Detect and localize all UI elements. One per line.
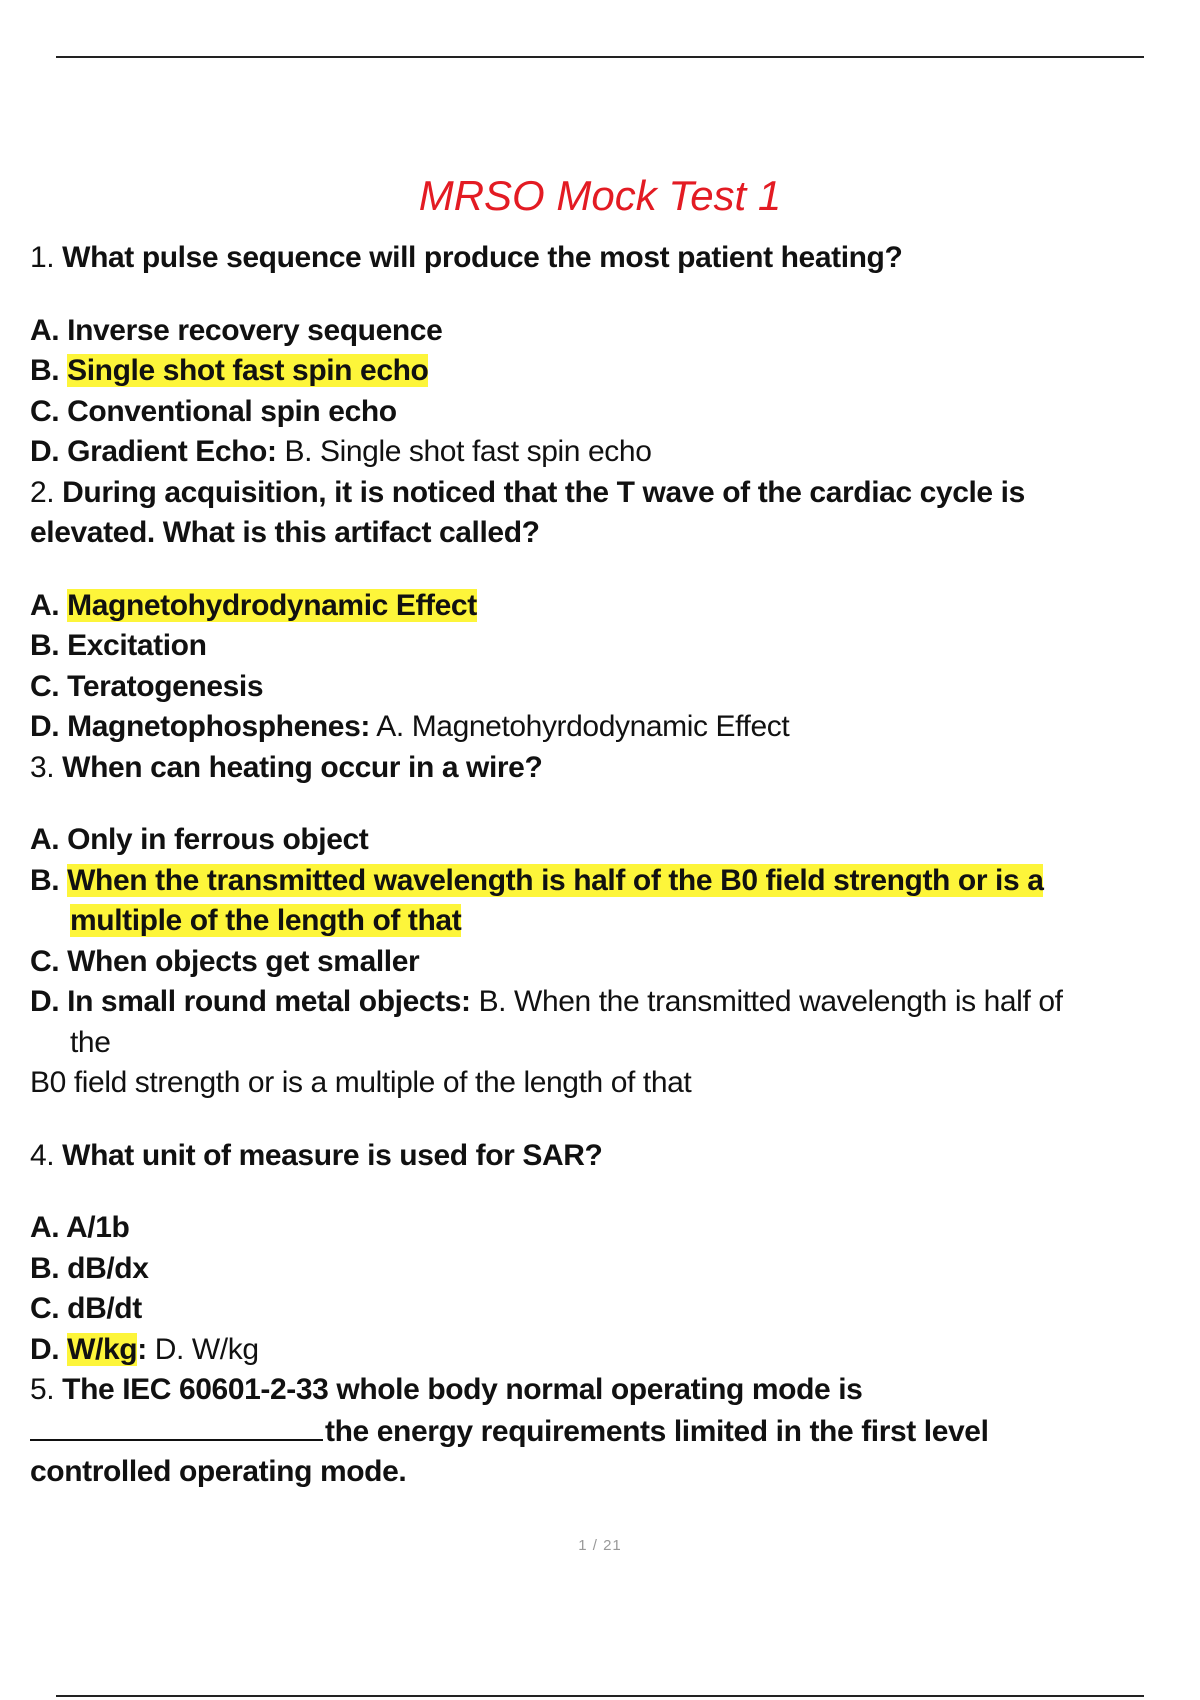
option-text: Only in ferrous object <box>67 823 369 856</box>
answer-text: B. Single shot fast spin echo <box>284 435 652 468</box>
option-text: A/1b <box>66 1211 130 1244</box>
question-number: 5. <box>30 1373 55 1406</box>
fill-in-blank <box>30 1411 323 1441</box>
question-number: 3. <box>30 750 55 784</box>
question-text: During acquisition, it is noticed that the T wave of the cardiac cycle is <box>62 475 1025 509</box>
option-text: Excitation <box>67 629 207 662</box>
highlighted-answer: Single shot fast spin echo <box>67 354 429 387</box>
option-b: B. dB/dx <box>30 1251 149 1285</box>
option-text: dB/dt <box>67 1292 142 1325</box>
question-number: 4. <box>30 1138 55 1172</box>
option-b: B. Excitation <box>30 629 207 662</box>
answer-text: B. When the transmitted wavelength is half of <box>478 985 1063 1018</box>
option-b: B. Single shot fast spin echo <box>30 354 429 387</box>
question-text-continued: elevated. What is this artifact called? <box>30 516 540 549</box>
option-b: B. When the transmitted wavelength is half of the B0 field strength or is a <box>30 863 1044 897</box>
option-text: When objects get smaller <box>67 944 420 978</box>
question-4 <box>30 1136 1170 1177</box>
option-c: C. Conventional spin echo <box>30 394 397 428</box>
document-title: MRSO Mock Test 1 <box>418 172 782 219</box>
top-rule <box>56 56 1144 58</box>
question-3 <box>30 748 1170 789</box>
question-number: 2. <box>30 475 55 509</box>
question-text: The IEC 60601-2-33 whole body normal operating mode is <box>62 1373 863 1406</box>
answer-text-continued: B0 field strength or is a multiple of the length of that <box>30 1066 692 1099</box>
question-text: When can heating occur in a wire? <box>62 750 543 784</box>
highlighted-answer: When the transmitted wavelength is half of the B0 field strength or is a <box>67 863 1044 897</box>
option-c: C. When objects get smaller <box>30 944 420 978</box>
page-indicator: 1 / 21 <box>578 1537 622 1554</box>
option-b-continued <box>30 901 1170 942</box>
answer-text: A. Magnetohyrdodynamic Effect <box>376 710 790 743</box>
option-d: D. Gradient Echo: B. Single shot fast spin echo <box>30 435 652 468</box>
option-d: D. Magnetophosphenes: A. Magnetohyrdodynamic Effect <box>30 710 790 743</box>
option-text: Teratogenesis <box>67 669 264 703</box>
highlighted-answer: Magnetohydrodynamic Effect <box>67 588 477 622</box>
question-5 <box>30 1370 1170 1411</box>
option-text: Conventional spin echo <box>67 394 397 428</box>
option-a: A. Magnetohydrodynamic Effect <box>30 588 477 622</box>
option-a: A. A/1b <box>30 1211 130 1244</box>
question-text: What unit of measure is used for SAR? <box>62 1138 603 1172</box>
option-d: D. W/kg: D. W/kg <box>30 1332 259 1366</box>
question-text-continued: controlled operating mode. <box>30 1455 407 1488</box>
option-d: D. In small round metal objects: B. When the transmitted wavelength is half of <box>30 985 1063 1018</box>
question-list <box>30 238 1170 1493</box>
highlighted-answer: W/kg <box>67 1332 138 1366</box>
option-text: In small round metal objects: <box>67 985 471 1018</box>
question-2 <box>30 473 1170 514</box>
option-c: C. Teratogenesis <box>30 669 264 703</box>
highlighted-answer-continued: multiple of the length of that <box>70 904 462 937</box>
answer-text-continued: the <box>70 1025 111 1059</box>
option-c: C. dB/dt <box>30 1292 142 1325</box>
option-text: dB/dx <box>67 1251 149 1285</box>
question-number: 1. <box>30 241 55 274</box>
question-text: What pulse sequence will produce the most patient heating? <box>62 241 903 274</box>
option-text: Magnetophosphenes: <box>67 710 370 743</box>
option-text: Inverse recovery sequence <box>67 313 443 347</box>
question-text-continued: the energy requirements limited in the first level <box>30 1411 1170 1453</box>
answer-text: D. W/kg <box>154 1332 259 1366</box>
option-a: A. Inverse recovery sequence <box>30 313 443 347</box>
question-1 <box>30 238 1170 279</box>
option-a: A. Only in ferrous object <box>30 823 369 856</box>
option-text: Gradient Echo: <box>67 435 277 468</box>
bottom-rule <box>56 1695 1144 1697</box>
